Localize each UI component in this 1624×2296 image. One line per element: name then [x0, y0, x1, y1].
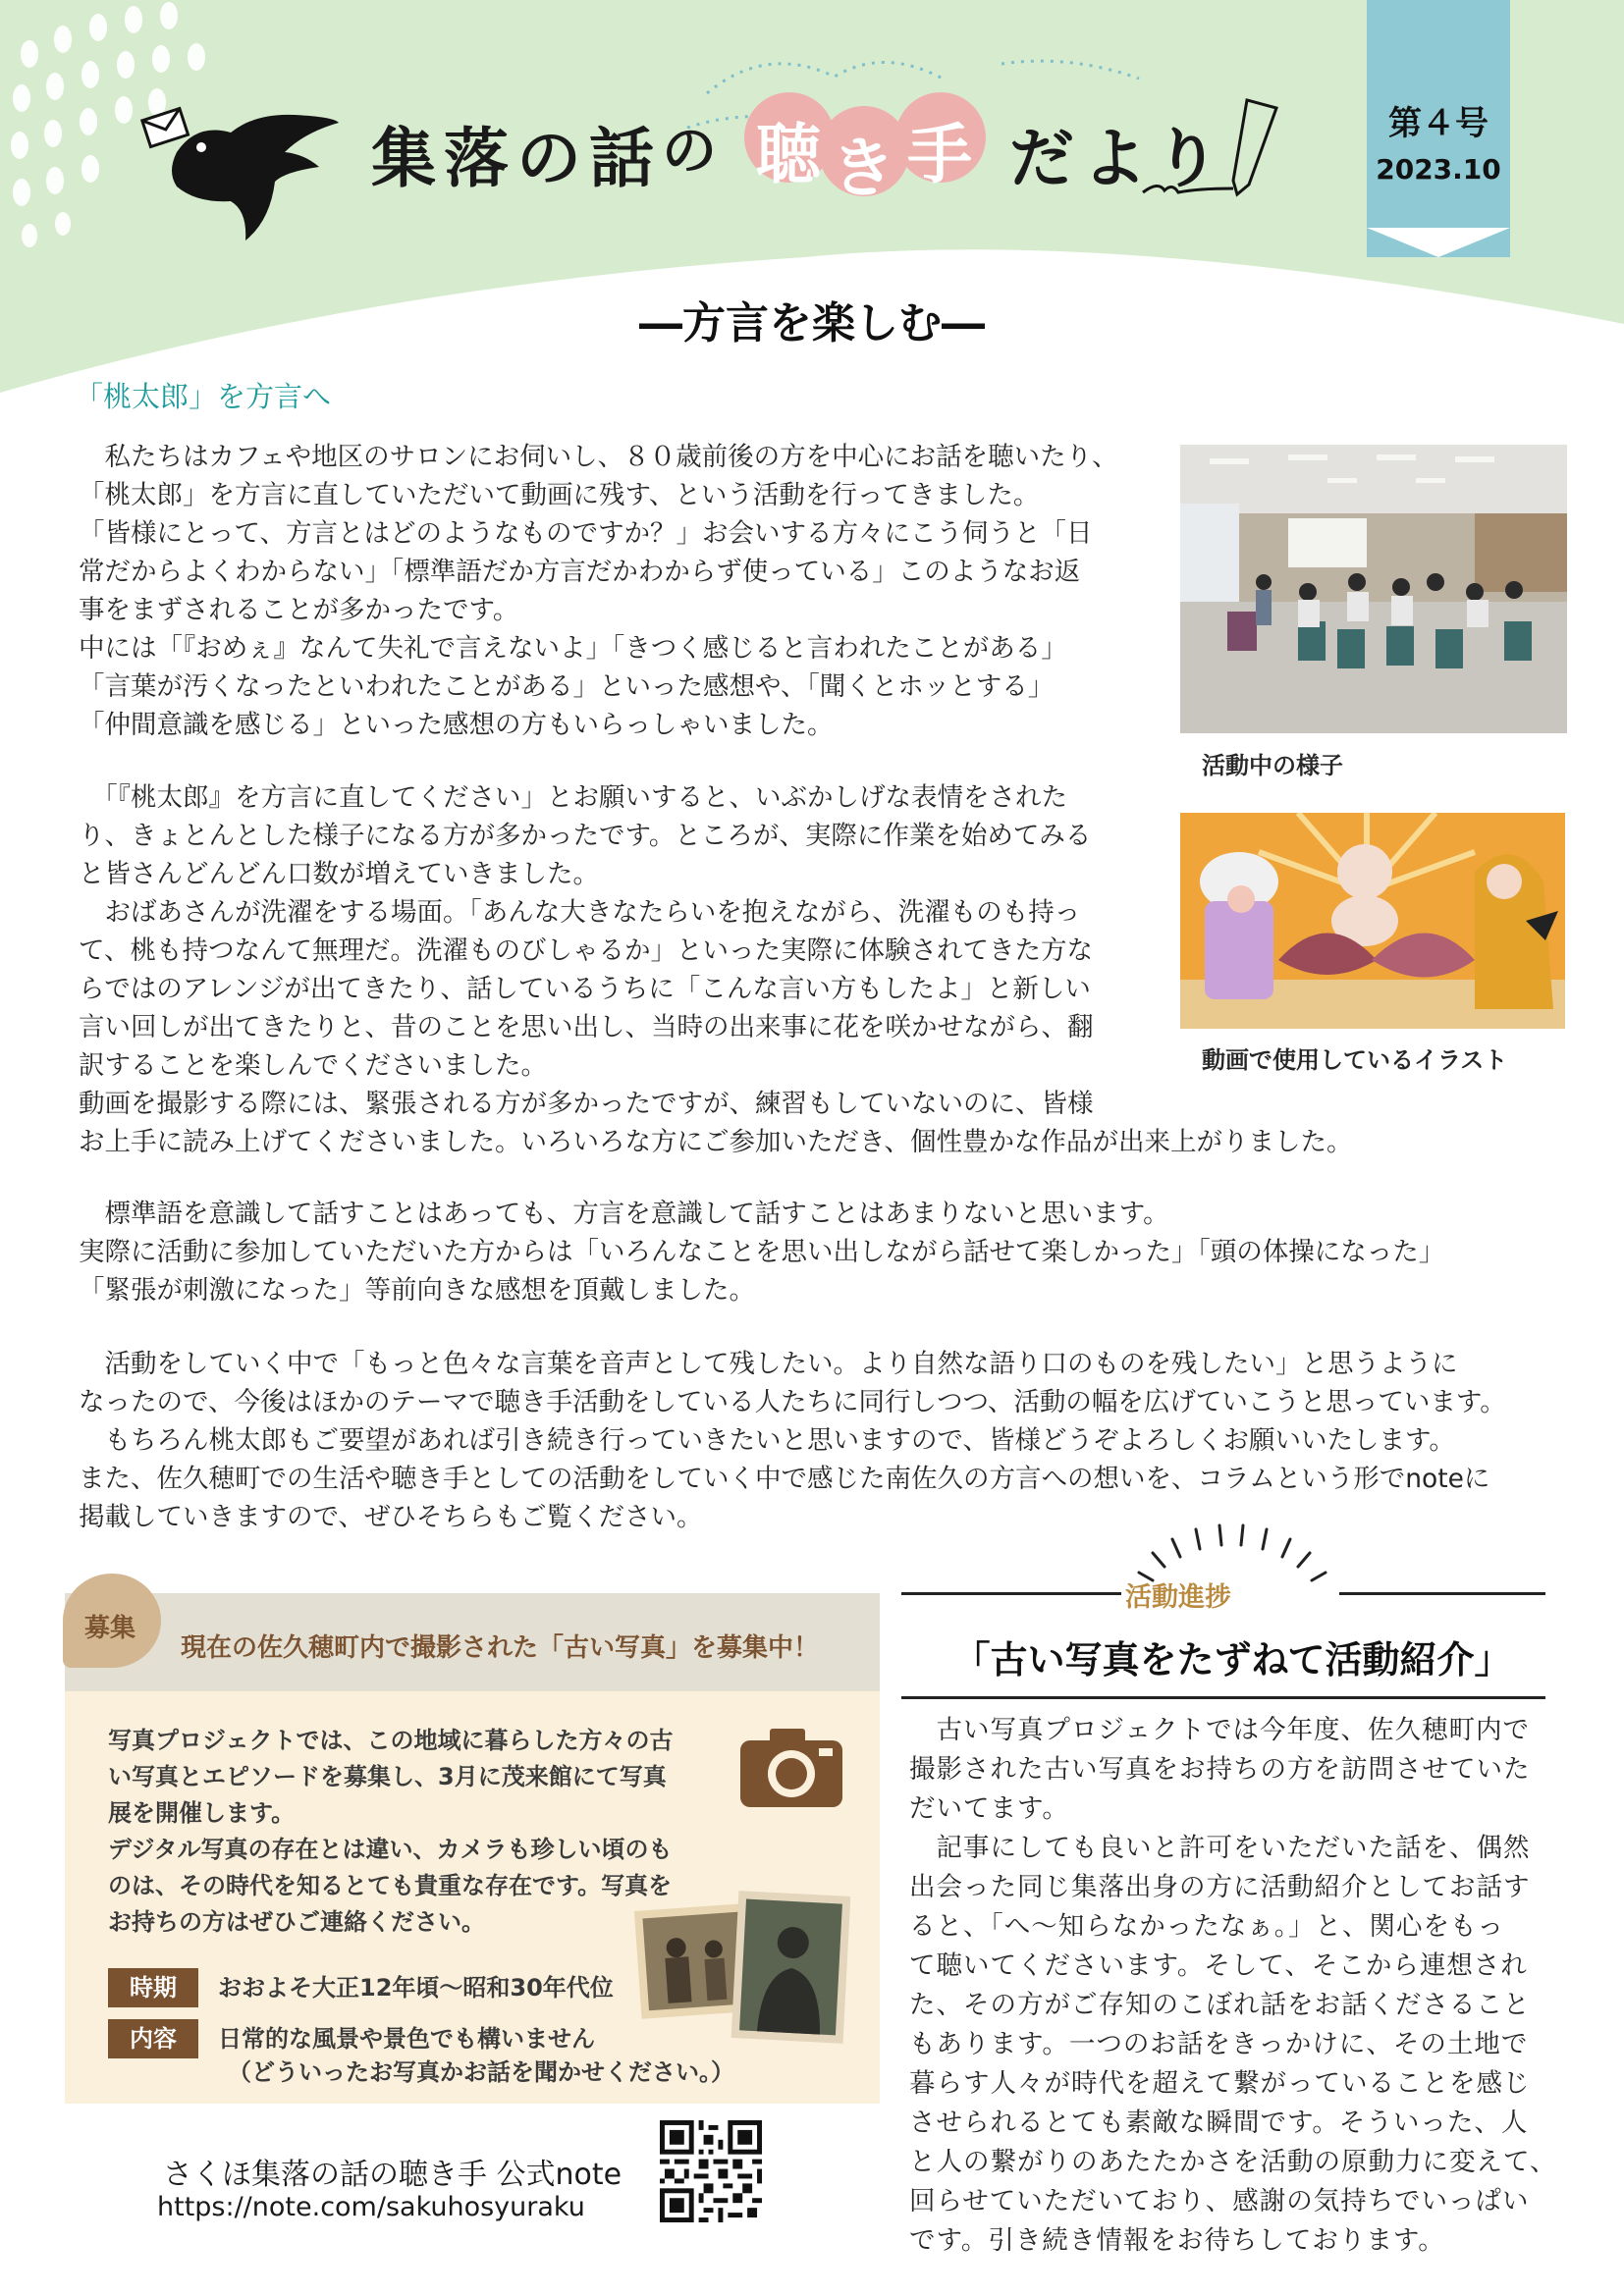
camera-icon [736, 1723, 846, 1811]
content-value: 日常的な風景や景色でも構いません [218, 2025, 595, 2053]
text-line: 掲載していきますので、ぜひそちらもご覧ください。 [79, 1502, 703, 1532]
article-paragraph-2 [79, 778, 1352, 1161]
text-line: て聴いてくださいます。そして、そこから連想され [909, 1950, 1528, 1981]
text-line: 記事にしても良いと許可をいただいた話を、偶然 [909, 1833, 1531, 1863]
text-line: 「言葉が汚くなったといわれたことがある」といった感想や、「聞くとホッとする」 [79, 671, 1055, 702]
text-line: 言い回しが出てきたりと、昔のことを思い出し、当時の出来事に花を咲かせながら、翻 [79, 1012, 1094, 1042]
article-paragraph-1 [79, 438, 1118, 744]
title-char: き [831, 131, 897, 206]
activity-photo [1180, 445, 1567, 733]
progress-label: 活動進捗 [1125, 1582, 1231, 1613]
text-line: また、佐久穂町での生活や聴き手としての活動をしていく中で感じた南佐久の方言への想いを、コラムという形でnoteに [79, 1464, 1490, 1494]
text-line: なったので、今後はほかのテーマで聴き手活動をしている人たちに同行しつつ、活動の幅を広げていこうと思っています。 [79, 1387, 1506, 1417]
article-paragraph-4 [79, 1345, 1506, 1536]
recruit-body [108, 1723, 674, 1941]
text-line: 「皆様にとって、方言とはどのようなものですか？」お会いする方々にこう伺うと「日 [79, 518, 1093, 549]
text-line: 出会った同じ集落出身の方に活動紹介としてお話す [909, 1872, 1531, 1902]
issue-number: 第４号 [1388, 104, 1489, 143]
issue-date: 2023.10 [1376, 153, 1501, 186]
title-char: よ [1082, 121, 1149, 196]
content-note: （どういったお写真かお話を聞かせください。） [228, 2058, 734, 2086]
text-line: 「緊張が刺激になった」等前向きな感想を頂戴しました。 [79, 1275, 755, 1306]
issue-tag [1367, 0, 1510, 257]
illustration-image [1180, 813, 1565, 1029]
qr-code-icon[interactable] [660, 2120, 762, 2222]
text-line: 展を開催します。 [108, 1799, 296, 1827]
text-line: い写真とエピソードを募集し、3月に茂来館にて写真 [108, 1763, 667, 1790]
content-chip: 内容 [108, 2019, 198, 2058]
page-subtitle: ―方言を楽しむ― [639, 298, 985, 348]
progress-rule-right [1339, 1592, 1545, 1595]
bird-icon [137, 93, 344, 240]
progress-heading: 「古い写真をたずねて活動紹介」 [952, 1638, 1512, 1682]
text-line: お持ちの方はぜひご連絡ください。 [108, 1908, 485, 1936]
text-line: 中には「『おめぇ』なんて失礼で言えないよ」「きつく感じると言われたことがある」 [79, 633, 1067, 664]
pen-icon [1139, 98, 1296, 206]
title-char: の [516, 121, 583, 196]
title-char: 集 [371, 121, 438, 196]
text-line: 「『桃太郎』を方言に直してください」とお願いすると、いぶかしげな表情をされた [79, 782, 1067, 813]
text-line: です。引き続き情報をお待ちしております。 [909, 2225, 1445, 2256]
text-line: させられるとても素敵な瞬間です。そういった、人 [909, 2108, 1529, 2138]
old-photos-image [634, 1888, 850, 2055]
text-line: 常だからよくわからない」「標準語だか方言だかわからず使っている」このようなお返 [79, 557, 1081, 587]
text-line: と人の繋がりのあたたかさを活動の原動力に変えて、 [909, 2147, 1557, 2177]
text-line: 古い写真プロジェクトでは今年度、佐久穂町内で [909, 1715, 1530, 1745]
title-char: 話 [589, 121, 656, 196]
text-line: 「桃太郎」を方言に直していただいて動画に残す、という活動を行ってきました。 [79, 480, 1040, 510]
text-line: た、その方がご存知のこぼれ話をお話くださること [909, 1990, 1531, 2020]
title-char: り [1155, 121, 1221, 196]
text-line: 回らせていただいており、感謝の気持ちでいっぱい [909, 2186, 1530, 2216]
title-char: 手 [907, 117, 974, 192]
text-line: 実際に活動に参加していただいた方からは「いろんなことを思い出しながら話せて楽しかった」「頭の体操になった」 [79, 1237, 1445, 1267]
text-line: ると、「へ～知らなかったなぁ。」と、関心をもっ [909, 1911, 1504, 1942]
text-line: 動画を撮影する際には、緊張される方が多かったですが、練習もしていないのに、皆様 [79, 1089, 1094, 1119]
text-line: り、きょとんとした様子になる方が多かったです。ところが、実際に作業を始めてみる [79, 821, 1092, 851]
photo-caption: 活動中の様子 [1202, 752, 1343, 779]
period-chip: 時期 [108, 1968, 198, 2007]
note-account-name: さくほ集落の話の聴き手 公式note [163, 2158, 623, 2192]
text-line: て、桃も持つなんて無理だ。洗濯ものびしゃるか」といった実際に体験されてきた方な [79, 935, 1093, 966]
text-line: もちろん桃太郎もご要望があれば引き続き行っていきたいと思いますので、皆様どうぞよろしくお願いいたします。 [79, 1425, 1455, 1456]
title-char: だ [1009, 121, 1076, 196]
text-line: デジタル写真の存在とは違い、カメラも珍しい頃のも [108, 1836, 673, 1863]
title-char: の [662, 120, 719, 184]
recruit-badge-label: 募集 [84, 1614, 136, 1643]
section-heading: 「桃太郎」を方言へ [75, 380, 332, 413]
text-line: 標準語を意識して話すことはあっても、方言を意識して話すことはあまりないと思います。 [79, 1199, 1169, 1229]
text-line: もあります。一つのお話をきっかけに、その土地で [909, 2029, 1529, 2059]
period-value: おおよそ大正12年頃～昭和30年代位 [218, 1974, 614, 2002]
recruit-heading: 現在の佐久穂町内で撮影された「古い写真」を募集中！ [181, 1633, 820, 1663]
text-line: 事をまずされることが多かったです。 [79, 595, 519, 625]
text-line: 写真プロジェクトでは、この地域に暮らした方々の古 [108, 1727, 674, 1754]
title-char: 聴 [756, 117, 823, 192]
progress-rule-left [901, 1592, 1121, 1595]
text-line: 活動をしていく中で「もっと色々な言葉を音声として残したい。より自然な語り口のものを残したい」と思うように [79, 1349, 1458, 1379]
text-line: らではのアレンジが出てきたり、話しているうちに「こんな言い方もしたよ」と新しい [79, 974, 1091, 1004]
text-line: おばあさんが洗濯をする場面。「あんな大きなたらいを抱えながら、洗濯ものも持っ [79, 897, 1081, 928]
illustration-caption: 動画で使用しているイラスト [1202, 1046, 1508, 1074]
text-line: と皆さんどんどん口数が増えていきました。 [79, 859, 599, 889]
text-line: 私たちはカフェや地区のサロンにお伺いし、８０歳前後の方を中心にお話を聴いたり、 [79, 442, 1118, 472]
text-line: のは、その時代を知るとても貴重な存在です。写真を [108, 1872, 673, 1899]
text-line: お上手に読み上げてくださいました。いろいろな方にご参加いただき、個性豊かな作品が出来上がりました。 [79, 1127, 1353, 1157]
text-line: だいてます。 [909, 1793, 1069, 1824]
text-line: 暮らす人々が時代を超えて繋がっていることを感じ [909, 2068, 1531, 2099]
recruit-panel [65, 1593, 880, 2106]
title-char: 落 [444, 121, 511, 196]
note-url-link[interactable]: https://note.com/sakuhosyuraku [157, 2192, 585, 2222]
article-paragraph-3 [79, 1195, 1444, 1309]
progress-body [909, 1711, 1556, 2261]
text-line: 「仲間意識を感じる」といった感想の方もいらっしゃいました。 [79, 710, 834, 740]
text-line: 訳することを楽しんでくださいました。 [79, 1050, 547, 1081]
progress-heading-rule [901, 1696, 1545, 1699]
text-line: 撮影された古い写真をお持ちの方を訪問させていた [909, 1754, 1531, 1785]
